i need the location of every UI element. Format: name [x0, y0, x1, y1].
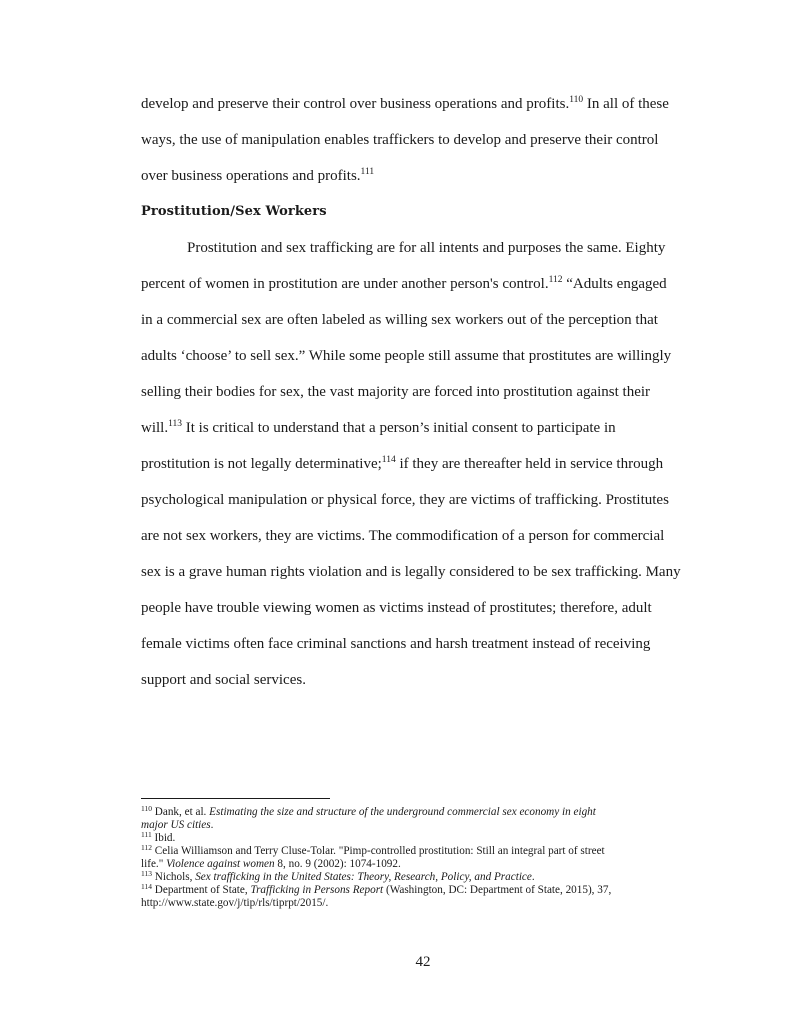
- footnote-ref-111[interactable]: 111: [360, 167, 375, 177]
- text-line: sex is a grave human rights violation and is legally considered to be sex trafficking. Many: [141, 564, 681, 580]
- text-line: people have trouble viewing women as victims instead of prostitutes; therefore, adult: [141, 600, 652, 616]
- text-line: selling their bodies for sex, the vast majority are forced into prostitution against their: [141, 384, 651, 400]
- text-line: are not sex workers, they are victims. The commodification of a person for commercial: [141, 528, 665, 544]
- footnote-114: $^{114}$ Department of State, Trafficking in Persons Report (Washington, DC: Department of State, 2015), 37,: [141, 882, 612, 896]
- text-line: percent of women in prostitution are under another person's control.$^{112}$ “Adults engaged: [141, 275, 667, 292]
- text-line: develop and preserve their control over business operations and profits.$^{110}$ In all of these: [141, 95, 669, 112]
- footnote-ref-112[interactable]: 112: [548, 275, 563, 285]
- footnote-111: $^{111}$ Ibid.: [141, 830, 176, 844]
- text-line: adults ‘choose’ to sell sex.” While some people still assume that prostitutes are willingly: [141, 348, 672, 364]
- text-line: female victims often face criminal sanctions and harsh treatment instead of receiving: [141, 636, 651, 652]
- footnote-113: $^{113}$ Nichols, Sex trafficking in the United States: Theory, Research, Policy, and Practice.: [141, 869, 535, 883]
- text-line: prostitution is not legally determinative;$^{114}$ if they are thereafter held in service through: [141, 455, 664, 472]
- footnote-112-cont: life." Violence against women 8, no. 9 (2002): 1074-1092.: [141, 858, 401, 870]
- footnote-110: $^{110}$ Dank, et al. Estimating the size and structure of the underground commercial sex economy in eight: [141, 804, 596, 818]
- footnote-114-link[interactable]: http://www.state.gov/j/tip/rls/tiprpt/2015/.: [141, 897, 329, 909]
- text-line: in a commercial sex are often labeled as willing sex workers out of the perception that: [141, 312, 658, 328]
- footnote-ref-110[interactable]: 110: [569, 95, 584, 105]
- footnote-separator: [141, 798, 330, 799]
- text-line: ways, the use of manipulation enables traffickers to develop and preserve their control: [141, 132, 659, 148]
- footnote-ref-114[interactable]: 114: [381, 455, 396, 465]
- text-line: psychological manipulation or physical force, they are victims of trafficking. Prostitutes: [141, 492, 669, 508]
- text-line: will.$^{113}$ It is critical to understand that a person’s initial consent to participate in: [141, 419, 616, 436]
- footnote-ref-113[interactable]: 113: [168, 419, 182, 429]
- text-line: Prostitution and sex trafficking are for all intents and purposes the same. Eighty: [187, 240, 666, 256]
- section-heading: Prostitution/Sex Workers: [141, 204, 327, 219]
- text-line: over business operations and profits.$^{111}$: [141, 167, 375, 184]
- footnote-110-cont: major US cities.: [141, 819, 214, 831]
- footnote-112: $^{112}$ Celia Williamson and Terry Cluse-Tolar. "Pimp-controlled prostitution: Still an integral part of street: [141, 843, 605, 857]
- page-number: 42: [415, 954, 431, 970]
- text-line: support and social services.: [141, 672, 306, 688]
